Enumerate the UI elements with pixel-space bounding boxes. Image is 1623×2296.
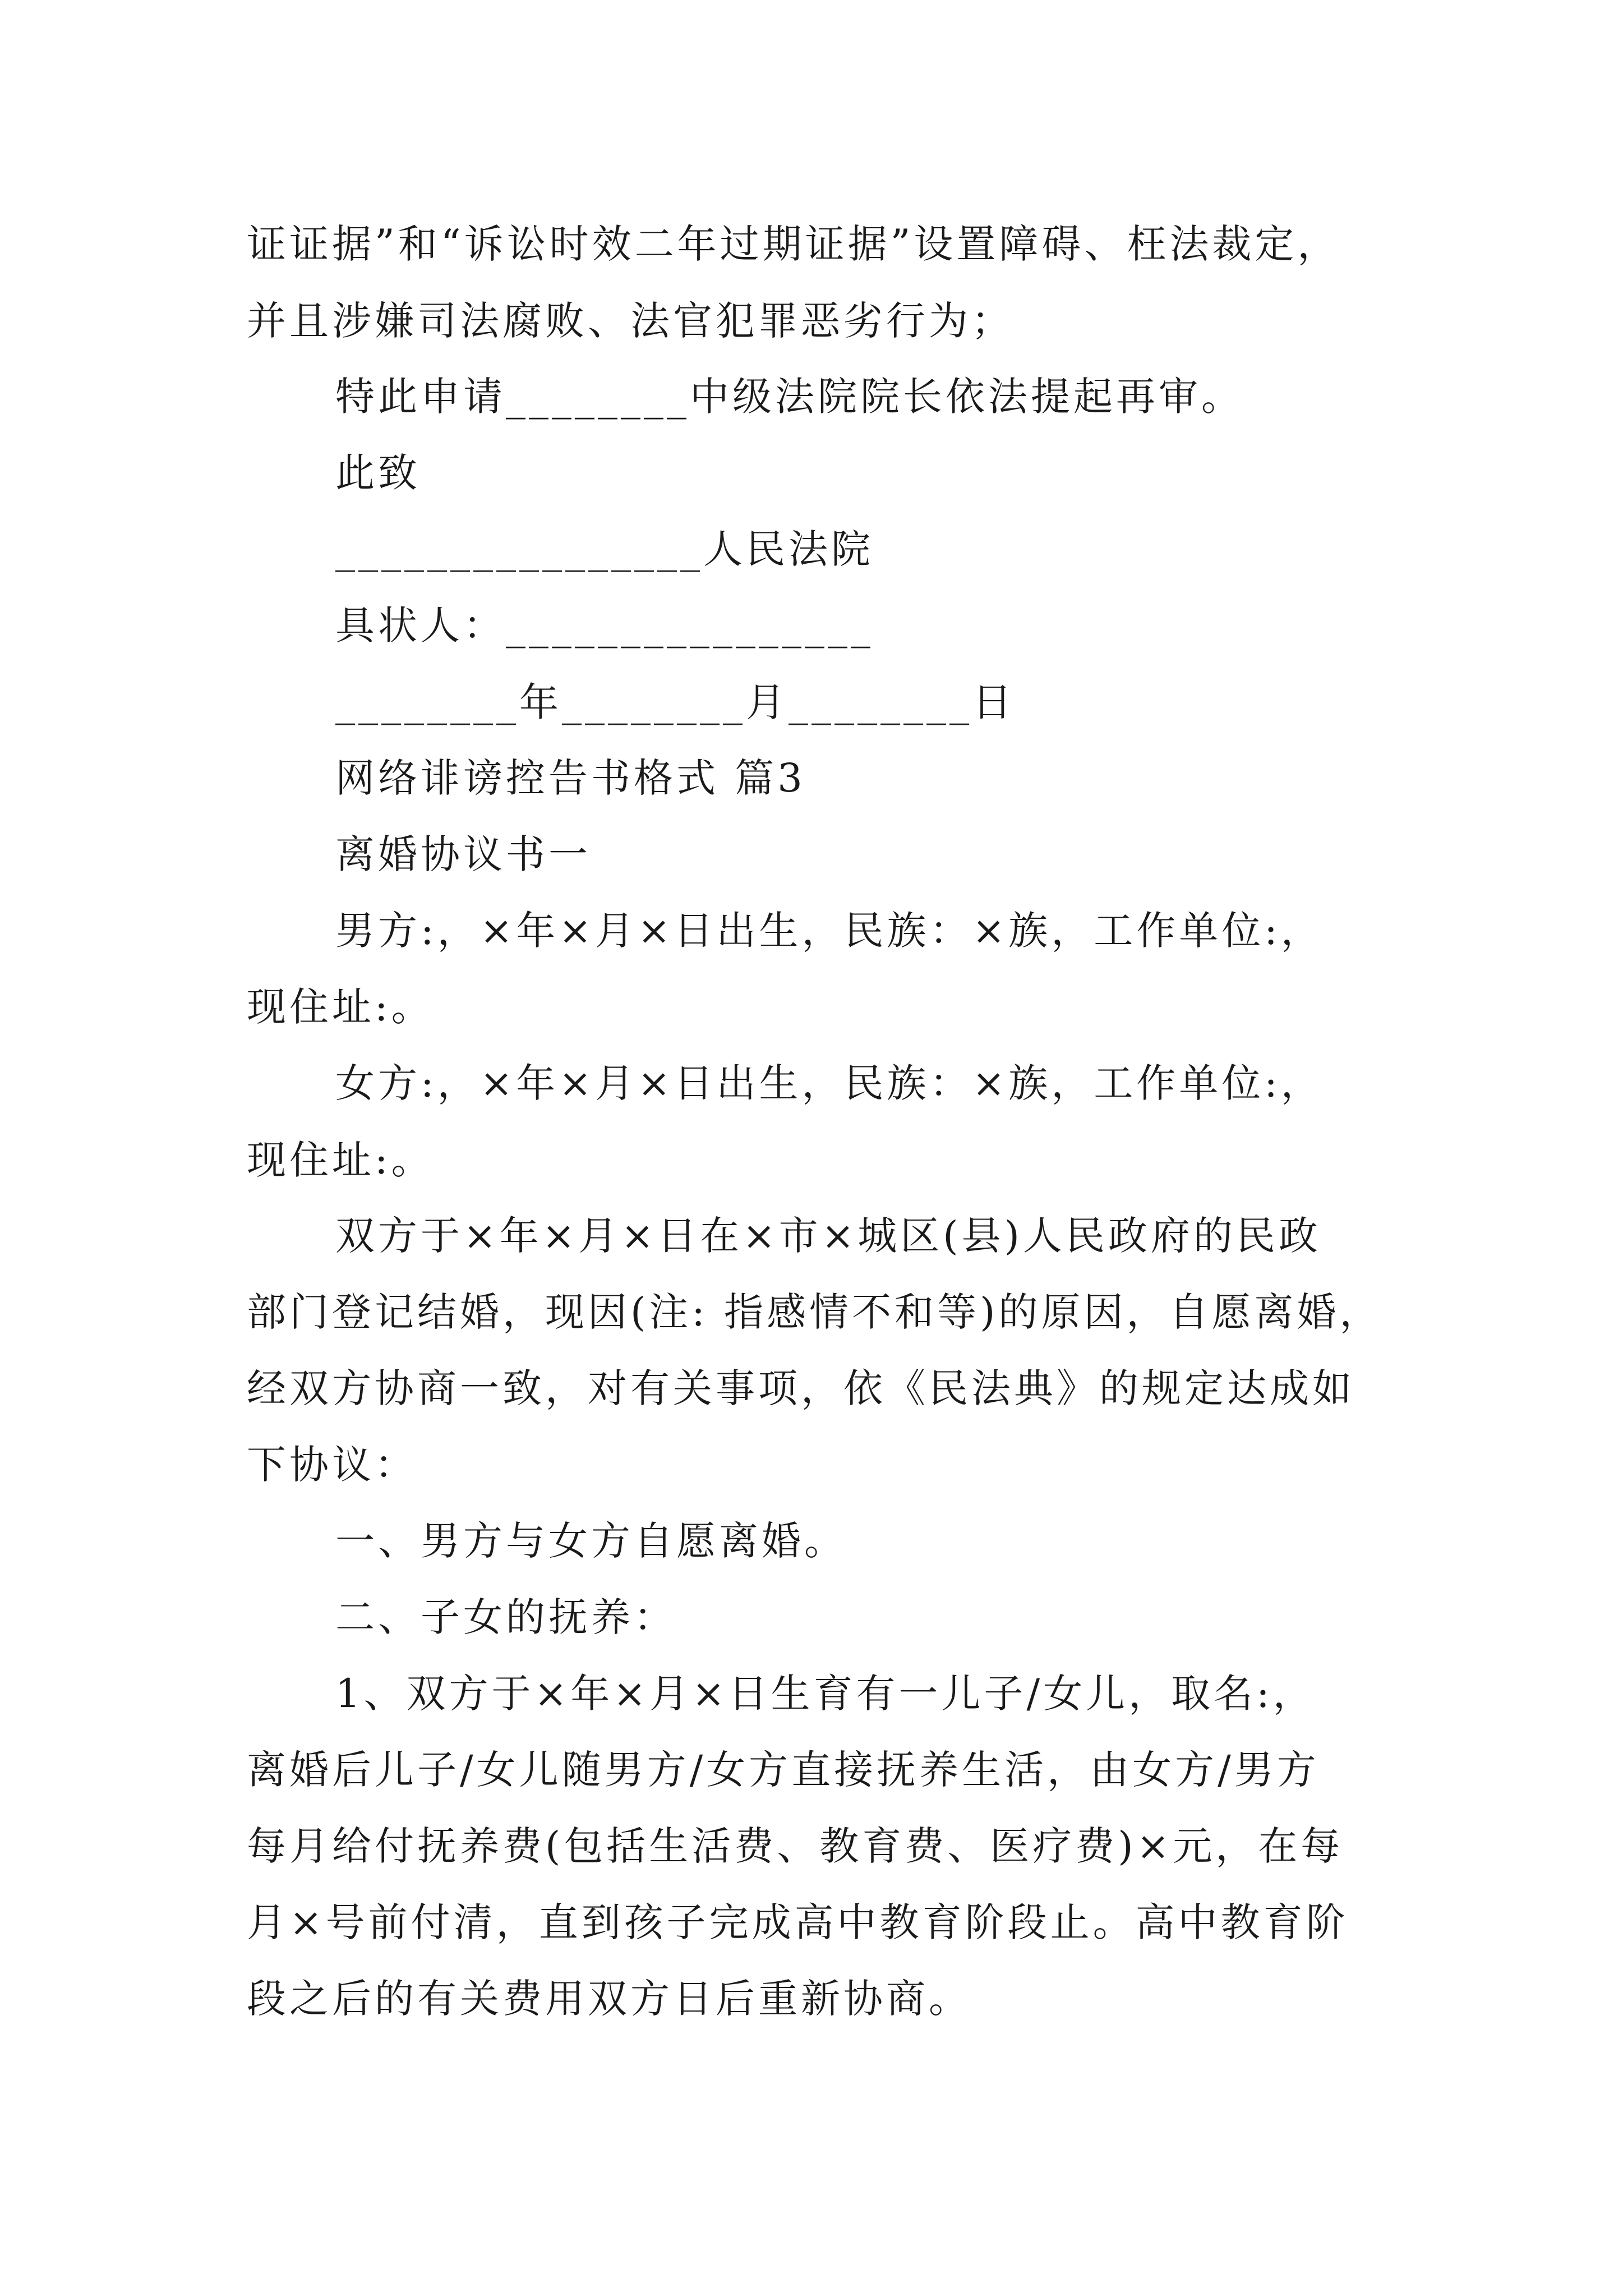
text-line: 月×号前付清，直到孩子完成高中教育阶段止。高中教育阶 (247, 1899, 1349, 1945)
text-line: 证证据”和“诉讼时效二年过期证据”设置障碍、枉法裁定， (247, 221, 1340, 267)
text-line: 二、子女的抚养： (335, 1594, 676, 1640)
text-line: 离婚后儿子/女儿随男方/女方直接抚养生活，由女方/男方 (247, 1747, 1320, 1793)
text-line: 现住址:。 (247, 1137, 434, 1183)
text-line: 女方:，×年×月×日出生，民族：×族，工作单位:， (335, 1060, 1324, 1106)
document-title: 离婚协议书一 (335, 831, 591, 877)
text-line: ________年________月________日 (335, 679, 1015, 725)
section-heading: 网络诽谤控告书格式 篇3 (335, 755, 806, 801)
text-line: 具状人：________________ (335, 602, 874, 648)
text-line: 双方于×年×月×日在×市×城区(县)人民政府的民政 (335, 1213, 1321, 1259)
text-line: 段之后的有关费用双方日后重新协商。 (247, 1976, 971, 2022)
text-line: 男方:，×年×月×日出生，民族：×族，工作单位:， (335, 908, 1324, 954)
text-line: 此致 (335, 450, 421, 496)
text-line: 特此申请________中级法院院长依法提起再审。 (335, 374, 1244, 420)
text-line: 现住址:。 (247, 984, 434, 1030)
text-line: 下协议： (247, 1442, 417, 1488)
text-line: 1、双方于×年×月×日生育有一儿子/女儿，取名:， (335, 1671, 1316, 1717)
text-line: 部门登记结婚，现因(注: 指感情不和等)的原因，自愿离婚， (247, 1289, 1382, 1335)
text-line: 每月给付抚养费(包括生活费、教育费、医疗费)×元，在每 (247, 1823, 1344, 1869)
text-line: 经双方协商一致，对有关事项，依《民法典》的规定达成如 (247, 1365, 1355, 1411)
text-line: ________________人民法院 (335, 526, 874, 572)
text-line: 并且涉嫌司法腐败、法官犯罪恶劣行为； (247, 298, 1014, 344)
text-line: 一、男方与女方自愿离婚。 (335, 1518, 847, 1564)
